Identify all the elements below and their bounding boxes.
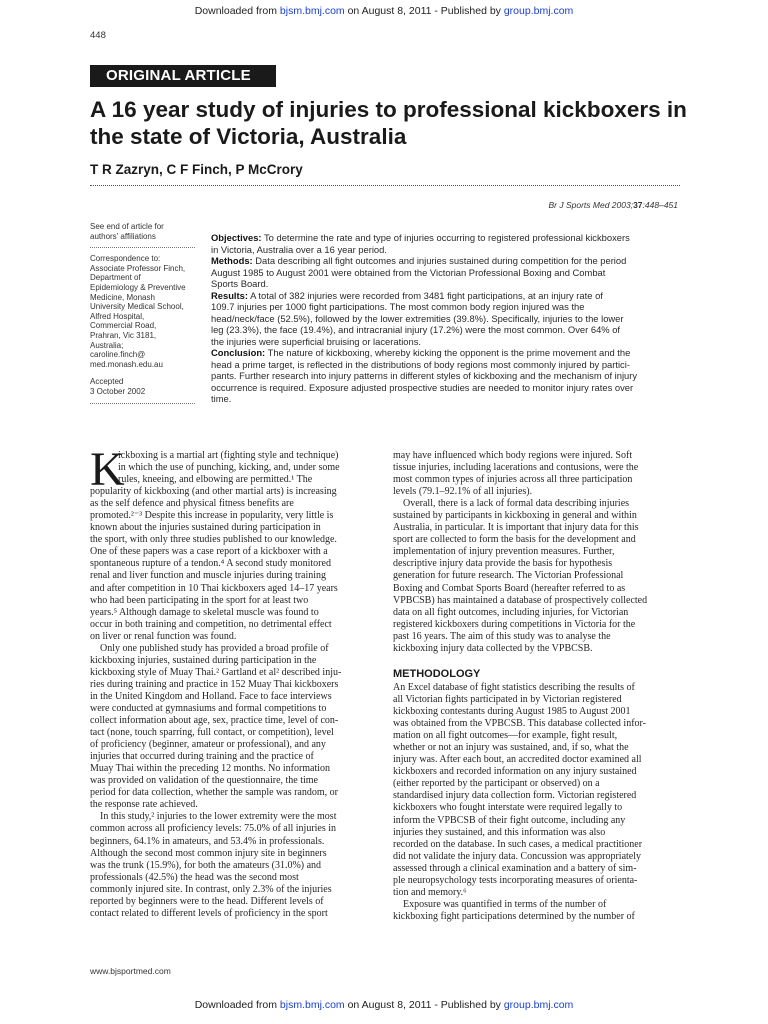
abstract-line: [211, 370, 679, 382]
body-text-line: reported by beginners were to the head. Different levels of: [90, 895, 324, 907]
body-text-line: was provided on validation of the questionnaire, the time: [90, 775, 318, 787]
abstract-section-label: Objectives:: [211, 232, 262, 243]
citation-journal: Br J Sports Med: [548, 200, 610, 210]
abstract-text: Data describing all fight outcomes and injuries sustained during competition for the period: [252, 255, 627, 266]
body-text-line: Boxing and Combat Sports Board (hereafter referred to as: [393, 582, 626, 594]
body-text-line: tact (none, touch sparring, full contact, or competition), level: [90, 727, 334, 739]
title-line: the state of Victoria, Australia: [90, 124, 407, 149]
body-text-line: as the self defence and physical fitness benefits are: [90, 498, 294, 510]
download-banner-top: [0, 5, 768, 18]
body-text-line: kickboxing fight participations determined by the number of: [393, 910, 635, 922]
body-text-line: did not validate the injury data. Concussion was appropriately: [393, 850, 641, 862]
footer-url[interactable]: www.bjsportmed.com: [90, 966, 171, 976]
body-text-line: all Victorian fights participated in by Victorian registered: [393, 694, 622, 706]
abstract-text: Sports Board.: [211, 278, 269, 289]
body-text-line: ple neuropsychology tests incorporating measures of orienta-: [393, 874, 638, 886]
body-text-line: ickboxing is a martial art (fighting style and technique): [118, 450, 339, 461]
banner-middle: on August 8, 2011 - Published by: [344, 999, 504, 1011]
body-text-line: occur in both training and competition, no detrimental effect: [90, 618, 332, 630]
abstract-line: [211, 278, 679, 290]
abstract-line: [211, 336, 679, 348]
body-text-line: kickboxing style of Muay Thai.² Gartland et al² described inju-: [90, 666, 342, 678]
body-text-line: assessed through a clinical examination and a battery of sim-: [393, 862, 637, 874]
body-text-line: kickboxing contestants during August 1985 to August 2001: [393, 706, 631, 718]
body-text-line: promoted.²⁻³ Despite this increase in popularity, very little is: [90, 510, 334, 522]
body-text-line: who had been participating in the sport for at least two: [90, 594, 309, 606]
citation-pages: :448–451: [642, 200, 678, 210]
abstract-line: [211, 267, 679, 279]
abstract-text: head/neck/face (52.5%), followed by the lower extremities (39.8%). Specifically, injuries to the lower: [211, 312, 624, 324]
body-column-left: [90, 443, 377, 920]
abstract-line: [211, 347, 679, 359]
body-text-line: whether or not an injury was sustained, and, if so, what the: [393, 742, 629, 754]
abstract-line: [211, 324, 679, 336]
body-text-line: Overall, there is a lack of formal data describing injuries: [393, 498, 630, 510]
body-text-line: renal and liver function and muscle injuries during training: [90, 570, 327, 582]
body-text-line: Muay Thai within the preceding 12 months. No information: [90, 763, 331, 775]
body-text-line: in the United Kingdom and Holland. Face to face interviews: [90, 690, 332, 702]
dotted-divider: [90, 185, 680, 186]
body-text-line: were conducted at gymnasiums and formal competitions to: [90, 702, 327, 714]
publisher-link[interactable]: group.bmj.com: [503, 999, 574, 1011]
body-text-line: in which the use of punching, kicking, and, under some: [118, 462, 340, 474]
body-text-line: tissue injuries, including lacerations and contusions, were the: [393, 462, 639, 474]
abstract-line: [211, 382, 679, 394]
abstract-line: [211, 255, 679, 267]
abstract-line: [211, 313, 679, 325]
sidebar-divider: [90, 403, 195, 404]
page-number: 448: [90, 30, 106, 41]
body-text-line: injuries that occurred during training and the practice of: [90, 751, 314, 763]
correspondence: Correspondence to: Associate Professor Finch, Department of Epidemiology & Preventive Medicine, Monash University Medical School, Alfred Hospital, Commercial Road, Prahran, Vic 3181, Australia; caroline.finch@ med.monash.edu.au: [90, 254, 186, 369]
publisher-link[interactable]: group.bmj.com: [503, 5, 574, 17]
body-text-line: Australia, in particular. It is important that injury data for this: [393, 522, 639, 534]
body-text-line: contact related to different levels of proficiency in the sport: [90, 907, 328, 919]
body-text-line: period for data collection, whether the sample was random, or: [90, 787, 338, 799]
abstract-line: [211, 290, 679, 302]
citation: [549, 200, 679, 210]
body-text-line: One of these papers was a case report of a kickboxer with a: [90, 546, 328, 558]
methodology-heading: METHODOLOGY: [393, 668, 481, 680]
body-text-line: implementation of injury prevention measures. Further,: [393, 546, 615, 558]
body-text-line: on liver or renal function was found.: [90, 630, 237, 642]
body-text-line: popularity of kickboxing (and other martial arts) is increasing: [90, 486, 337, 498]
body-text-line: recorded on the database. In such cases, a medical practitioner: [393, 838, 643, 850]
body-text-line: inform the VPBCSB of their fight outcome, including any: [393, 814, 626, 826]
body-text-line: professionals (42.5%) the head was the second most: [90, 871, 299, 883]
abstract-section-label: Methods:: [211, 255, 253, 266]
citation-volume: 37: [633, 200, 643, 210]
body-text-line: registered kickboxers during competitions in Victoria for the: [393, 618, 636, 630]
body-text-line: Only one published study has provided a broad profile of: [90, 642, 329, 654]
body-text-line: rules, kneeing, and elbowing are permitted.¹ The: [118, 474, 313, 486]
body-text-line: of proficiency (beginner, amateur or professional), and any: [90, 739, 326, 751]
abstract-text: The nature of kickboxing, whereby kicking the opponent is the prime movement and the: [265, 347, 631, 358]
body-text-line: commonly injured site. In contrast, only 2.3% of the injuries: [90, 883, 332, 895]
body-text-line: standardised injury data collection form. Victorian registered: [393, 790, 637, 802]
abstract: [211, 232, 679, 405]
abstract-line: [211, 301, 679, 313]
body-text-line: ries during training and practice in 152 Muay Thai kickboxers: [90, 678, 339, 690]
banner-prefix: Downloaded from: [194, 999, 280, 1011]
body-text-line: may have influenced which body regions were injured. Soft: [393, 450, 633, 461]
abstract-line: [211, 359, 679, 371]
abstract-text: the injuries were superficial bruising or lacerations.: [211, 335, 421, 347]
body-text-line: spontaneous rupture of a tendon.⁴ A second study monitored: [90, 558, 331, 570]
abstract-text: head a prime target, is reflected in the distributions of body regions most commonly injured by partici-: [211, 358, 630, 370]
body-text-line: generation for future research. The Victorian Professional: [393, 570, 624, 582]
bjsm-link[interactable]: bjsm.bmj.com: [279, 5, 345, 17]
body-text-line: injuries they sustained, and this information was also: [393, 826, 606, 838]
body-text-line: levels (79.1–92.1% of all injuries).: [393, 486, 533, 498]
body-text-line: mation on all fight outcomes—for example, fight result,: [393, 730, 618, 742]
body-text-line: kickboxing injury data collected by the VPBCSB.: [393, 642, 593, 654]
body-text-line: the response rate achieved.: [90, 799, 198, 811]
body-text-line: kickboxers who fought interstate were required legally to: [393, 802, 623, 814]
body-text-line: An Excel database of fight statistics describing the results of: [393, 682, 635, 693]
sidebar: [90, 222, 200, 410]
body-text-line: sport are collected to form the basis for the development and: [393, 534, 636, 546]
body-text-line: known about the injuries sustained during participation in: [90, 522, 321, 534]
body-text-line: was the trunk (15.9%), for both the amateurs (31.0%) and: [90, 859, 322, 871]
banner-middle: on August 8, 2011 - Published by: [344, 5, 504, 17]
authors: T R Zazryn, C F Finch, P McCrory: [90, 162, 303, 177]
abstract-text: in Victoria, Australia over a 16 year period.: [211, 243, 387, 255]
abstract-line: [211, 393, 679, 405]
abstract-text: August 1985 to August 2001 were obtained from the Victorian Professional Boxing and Combat: [211, 266, 606, 278]
article-title: [90, 96, 700, 150]
sidebar-divider: [90, 247, 195, 248]
methodology-body: [393, 682, 680, 923]
body-text-line: data on all fight outcomes, including injuries, for Victorian: [393, 606, 629, 618]
abstract-text: 109.7 injuries per 1000 fight participations. The most common body region injured was the: [211, 301, 585, 312]
body-text-line: kickboxing injuries, sustained during participation in the: [90, 654, 317, 666]
abstract-text: To determine the rate and type of injuries occurring to registered professional kickboxers: [261, 232, 630, 243]
body-text-line: the sport, with only three studies published to our knowledge.: [90, 534, 337, 546]
body-text-line: kickboxers and recorded information on any injury sustained: [393, 766, 637, 778]
body-text-line: and after competition in 10 Thai kickboxers aged 14–17 years: [90, 582, 338, 594]
body-text-line: was obtained from the VPBCSB. This database collected infor-: [393, 718, 646, 730]
body-text-line: Although the second most common injury site in beginners: [90, 847, 327, 859]
abstract-line: [211, 232, 679, 244]
body-text-line: past 16 years. The aim of this study was to analyse the: [393, 630, 611, 642]
bjsm-link[interactable]: bjsm.bmj.com: [279, 999, 345, 1011]
abstract-text: A total of 382 injuries were recorded from 3481 fight participations, at an injury rate of: [248, 289, 603, 301]
abstract-text: leg (23.3%), the face (19.4%), and intracranial injury (17.2%) were the most common. Over 64% of: [211, 324, 621, 335]
body-text-line: injury was. After each bout, an accredited doctor examined all: [393, 754, 642, 766]
abstract-text: occurrence is required. Exposure adjusted prospective studies are needed to monitor injury rates over: [211, 381, 634, 393]
abstract-line: [211, 244, 679, 256]
body-text-line: In this study,² injuries to the lower extremity were the most: [90, 811, 337, 823]
title-line: A 16 year study of injuries to professional kickboxers in: [90, 97, 687, 122]
body-text-line: common across all proficiency levels: 75.0% of all injuries in: [90, 823, 337, 835]
citation-year: 2003;: [609, 200, 634, 210]
body-text-line: tion and memory.⁶: [393, 886, 467, 898]
banner-prefix: Downloaded from: [194, 5, 280, 17]
download-banner-bottom: [0, 999, 768, 1012]
abstract-section-label: Results:: [211, 289, 248, 301]
body-text-line: (either reported by the participant or observed) on a: [393, 778, 600, 790]
body-text-line: descriptive injury data provide the basis for hypothesis: [393, 558, 613, 570]
accepted-date: Accepted 3 October 2002: [90, 377, 146, 396]
body-text-line: collect information about age, sex, practice time, level of con-: [90, 715, 339, 727]
body-text-line: sustained by participants in kickboxing in general and within: [393, 510, 637, 522]
body-text-line: Exposure was quantified in terms of the number of: [393, 898, 607, 910]
body-text-line: years.⁵ Although damage to skeletal muscle was found to: [90, 606, 319, 618]
body-text-line: beginners, 64.1% in amateurs, and 53.4% in professionals.: [90, 835, 325, 847]
body-column-right: [393, 450, 680, 655]
abstract-text: time.: [211, 393, 232, 404]
drop-cap: K: [90, 443, 125, 496]
affiliations-note: See end of article for authors' affiliations: [90, 222, 164, 241]
abstract-section-label: Conclusion:: [211, 347, 266, 358]
abstract-text: pants. Further research into injury patterns in different styles of kickboxing and the mechanism of injury: [211, 370, 638, 381]
body-text-line: VPBCSB) has maintained a database of prospectively collected: [393, 594, 648, 606]
article-type-label: ORIGINAL ARTICLE: [106, 67, 251, 84]
body-text-line: most common types of injuries across all three participation: [393, 474, 633, 486]
